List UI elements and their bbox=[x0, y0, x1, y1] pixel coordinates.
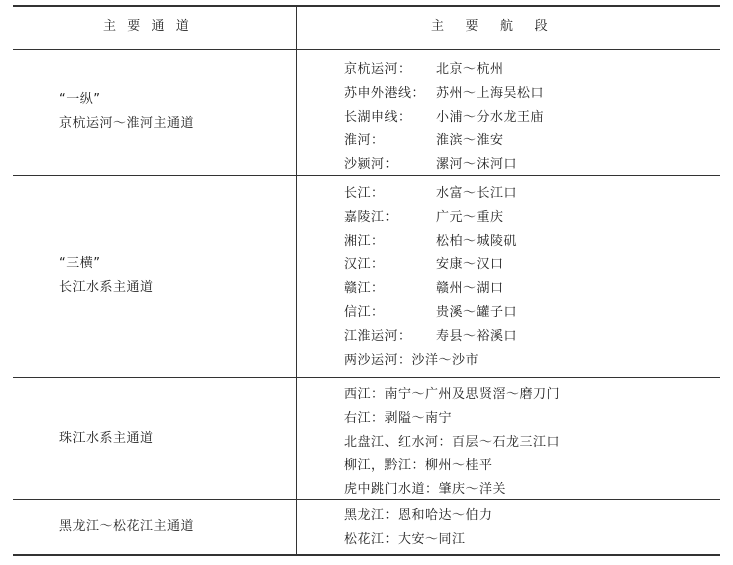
segment-line: 柳江，黔江：柳州～桂平 bbox=[344, 458, 493, 474]
segment-name: 汉江： bbox=[344, 257, 385, 273]
segment-route: 水富～长江口 bbox=[436, 186, 518, 201]
segment-line: 虎中跳门水道：肇庆～洋关 bbox=[344, 482, 507, 498]
channel-cell bbox=[59, 251, 154, 299]
segment-line: 黑龙江：恩和哈达～伯力 bbox=[344, 508, 493, 523]
table-top-rule bbox=[13, 5, 720, 7]
segment-name: 长湖申线： bbox=[344, 109, 412, 125]
row-divider bbox=[13, 377, 720, 378]
navigation-channels-table bbox=[13, 5, 720, 556]
segment-line: 北盘江、红水河：百层～石龙三江口 bbox=[344, 434, 561, 450]
channel-name: 珠江水系主通道 bbox=[59, 431, 154, 446]
segment-name: 信江： bbox=[344, 304, 385, 320]
segment-route: 苏州～上海吴松口 bbox=[436, 85, 545, 101]
header-main-channel: 主 要 通 道 bbox=[103, 19, 190, 34]
header-rule bbox=[13, 49, 720, 50]
segment-route: 沙洋～沙市 bbox=[411, 352, 480, 368]
segment-route: 小浦～分水龙王庙 bbox=[436, 109, 545, 125]
segment-route: 安康～汉口 bbox=[436, 257, 504, 273]
segment-row bbox=[344, 129, 544, 153]
segment-cell bbox=[344, 58, 544, 177]
channel-name: 长江水系主通道 bbox=[59, 279, 154, 295]
segment-row bbox=[344, 206, 517, 230]
channel-name: 黑龙江～松花江主通道 bbox=[59, 519, 195, 534]
segment-route: 寿县～裕溪口 bbox=[436, 328, 518, 344]
segment-line: 右江：剥隘～南宁 bbox=[344, 410, 453, 426]
segment-row bbox=[344, 253, 517, 277]
segment-name: 嘉陵江： bbox=[344, 209, 399, 225]
segment-route: 北京～杭州 bbox=[436, 62, 504, 77]
segment-name: 京杭运河： bbox=[344, 62, 412, 77]
segment-name: 湘江： bbox=[344, 233, 385, 249]
channel-cell bbox=[59, 87, 194, 135]
segment-name: 苏申外港线： bbox=[344, 85, 426, 101]
segment-cell bbox=[344, 182, 517, 372]
segment-row bbox=[344, 182, 517, 206]
segment-row bbox=[344, 301, 517, 325]
segment-row bbox=[344, 349, 517, 373]
segment-name: 淮河： bbox=[344, 133, 385, 149]
segment-line: 松花江：大安～同江 bbox=[344, 531, 466, 547]
segment-row bbox=[344, 58, 544, 82]
segment-route: 淮滨～淮安 bbox=[436, 133, 504, 149]
segment-name: 两沙运河： bbox=[344, 352, 412, 368]
segment-route: 赣州～湖口 bbox=[436, 281, 504, 297]
segment-row bbox=[344, 106, 544, 130]
segment-name: 赣江： bbox=[344, 281, 385, 297]
table-bottom-rule bbox=[13, 554, 720, 556]
segment-route: 广元～重庆 bbox=[436, 209, 504, 225]
segment-name: 沙颍河： bbox=[344, 157, 399, 173]
channel-name: 京杭运河～淮河主通道 bbox=[59, 115, 195, 131]
segment-row bbox=[344, 153, 544, 177]
channel-tag: “三横” bbox=[59, 256, 101, 271]
channel-cell bbox=[59, 426, 154, 450]
channel-cell bbox=[59, 514, 194, 538]
channel-tag: “一纵” bbox=[59, 92, 101, 107]
segment-row bbox=[344, 277, 517, 301]
segment-cell bbox=[344, 504, 493, 552]
segment-name: 江淮运河： bbox=[344, 328, 412, 344]
header-main-segment: 主 要 航 段 bbox=[431, 19, 549, 34]
column-divider bbox=[296, 5, 297, 556]
segment-name: 长江： bbox=[344, 186, 385, 201]
segment-row bbox=[344, 325, 517, 349]
segment-route: 松柏～城陵矶 bbox=[436, 233, 518, 249]
segment-row bbox=[344, 230, 517, 254]
segment-route: 漯河～沫河口 bbox=[436, 157, 518, 173]
segment-cell bbox=[344, 383, 560, 502]
segment-row bbox=[344, 82, 544, 106]
segment-line: 西江：南宁～广州及思贤滘～磨刀门 bbox=[344, 387, 561, 402]
segment-route: 贵溪～罐子口 bbox=[436, 304, 518, 320]
